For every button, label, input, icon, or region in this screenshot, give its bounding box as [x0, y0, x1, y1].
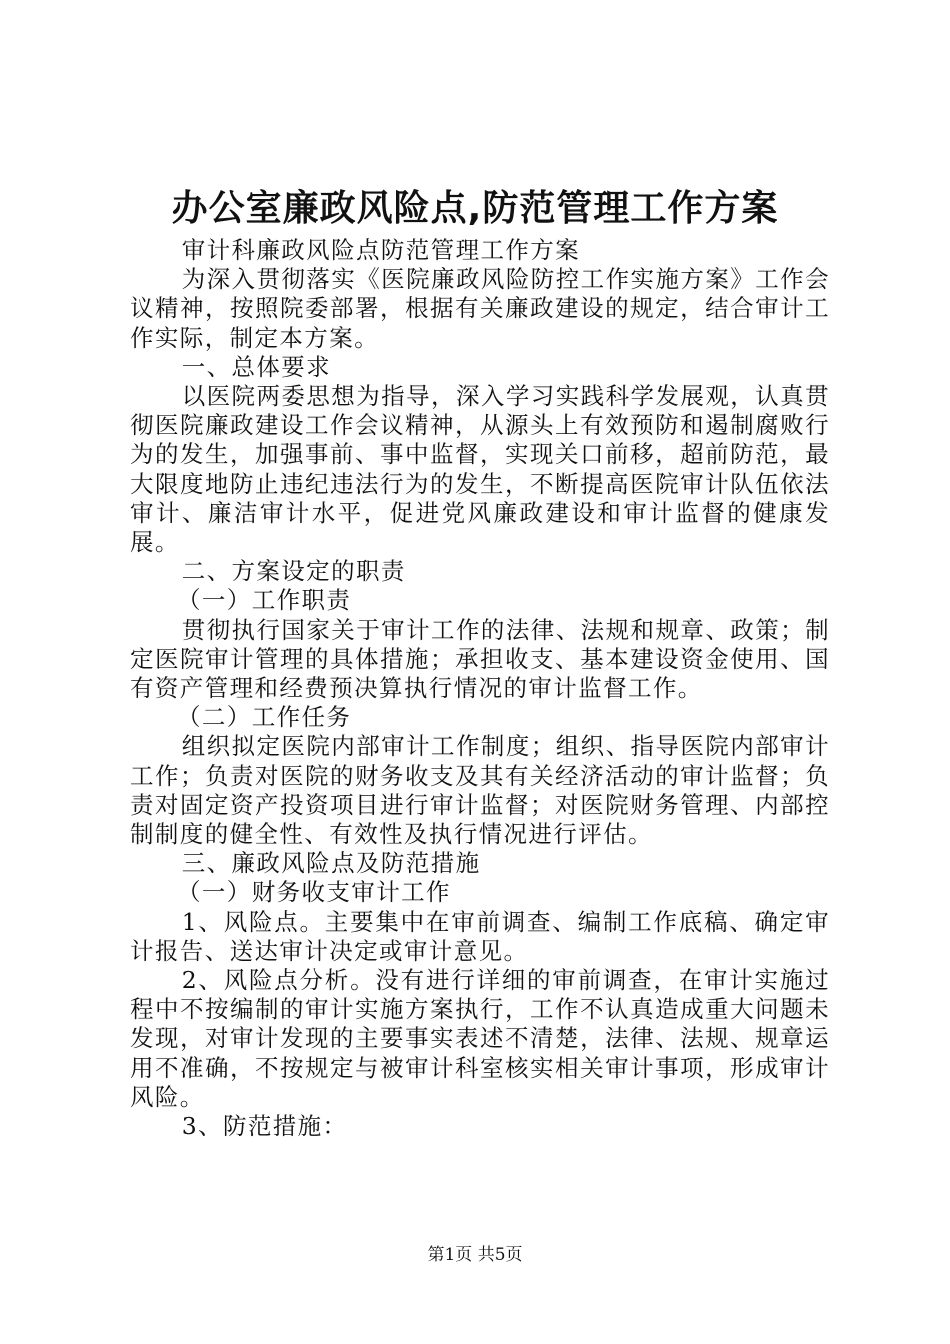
- document-body: [130, 236, 830, 1141]
- section-heading-2: 二、方案设定的职责: [181, 557, 406, 586]
- subsection-2-1-paragraph: 贯彻执行国家关于审计工作的法律、法规和规章、政策；制定医院审计管理的具体措施；承担收支、基本建设资金使用、国有资产管理和经费预决算执行情况的审计监督工作。: [130, 615, 830, 703]
- subsection-heading-2-2: （二）工作任务: [177, 703, 352, 732]
- subsection-heading-2-1: （一）工作职责: [177, 586, 352, 615]
- risk-analysis-paragraph: 2、风险点分析。没有进行详细的审前调查，在审计实施过程中不按编制的审计实施方案执行，工作不认真造成重大问题未发现，对审计发现的主要事实表述不清楚，法律、法规、规章运用不准确，不按规定与被审计科室核实相关审计事项，形成审计风险。: [130, 966, 830, 1111]
- document-subtitle: 审计科廉政风险点防范管理工作方案: [181, 236, 581, 264]
- document-title: 办公室廉政风险点,防范管理工作方案: [171, 188, 779, 229]
- page-number-footer: 第1页 共5页: [427, 1245, 523, 1265]
- prevention-measures-heading: 3、防范措施：: [181, 1112, 348, 1141]
- intro-paragraph: 为深入贯彻落实《医院廉政风险防控工作实施方案》工作会议精神，按照院委部署，根据有关廉政建设的规定，结合审计工作实际，制定本方案。: [130, 265, 830, 352]
- subsection-2-2-paragraph: 组织拟定医院内部审计工作制度；组织、指导医院内部审计工作；负责对医院的财务收支及其有关经济活动的审计监督；负责对固定资产投资项目进行审计监督；对医院财务管理、内部控制制度的健全性、有效性及执行情况进行评估。: [130, 732, 830, 849]
- section-1-paragraph: 以医院两委思想为指导，深入学习实践科学发展观，认真贯彻医院廉政建设工作会议精神，从源头上有效预防和遏制腐败行为的发生，加强事前、事中监督，实现关口前移，超前防范，最大限度地防止违纪违法行为的发生，不断提高医院审计队伍依法审计、廉洁审计水平，促进党风廉政建设和审计监督的健康发展。: [130, 382, 830, 557]
- risk-point-paragraph: 1、风险点。主要集中在审前调查、编制工作底稿、确定审计报告、送达审计决定或审计意见。: [130, 907, 830, 965]
- section-heading-1: 一、总体要求: [181, 352, 332, 381]
- subsection-heading-3-1: （一）财务收支审计工作: [177, 878, 451, 907]
- section-heading-3: 三、廉政风险点及防范措施: [181, 849, 481, 878]
